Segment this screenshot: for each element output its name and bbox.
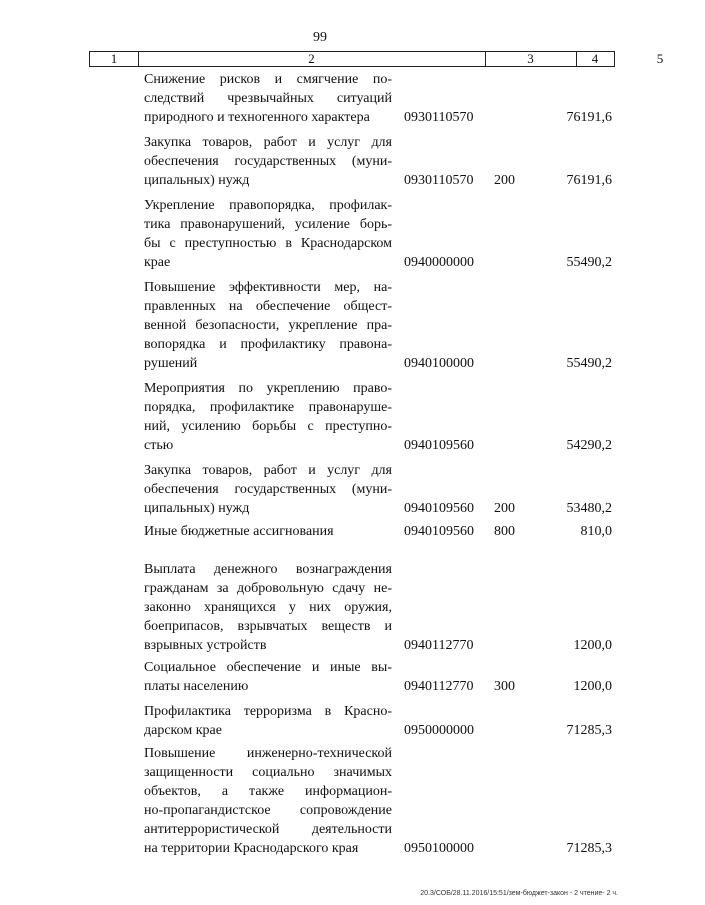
row-code: 0950100000 [404, 841, 474, 856]
column-number-5: 5 [656, 51, 664, 66]
description-line: антитеррористической деятельности [144, 822, 392, 837]
description-line: правленных на обеспечение общест- [144, 299, 392, 314]
description-line: защищенности социально значимых [144, 765, 392, 780]
row-description [144, 196, 392, 272]
row-code: 0940000000 [404, 255, 474, 270]
description-line: ципальных) нужд [144, 173, 250, 188]
description-line: Иные бюджетные ассигнования [144, 524, 334, 539]
description-line: бы с преступностью в Краснодарском [144, 236, 392, 251]
row-amount: 54290,2 [566, 438, 612, 453]
row-amount: 810,0 [580, 524, 612, 539]
row-description [144, 560, 392, 655]
description-line: стью [144, 438, 174, 453]
row-amount: 55490,2 [566, 255, 612, 270]
description-line: боеприпасов, взрывчатых веществ и [144, 619, 392, 634]
description-line: но-пропагандистское сопровождение [144, 803, 392, 818]
description-line: Повышение эффективности мер, на- [144, 280, 392, 295]
description-line: рушений [144, 356, 198, 371]
description-line: венной безопасности, укрепление пра- [144, 318, 392, 333]
row-code: 0940100000 [404, 356, 474, 371]
description-line: Закупка товаров, работ и услуг для [144, 463, 392, 478]
description-line: обеспечения государственных (муни- [144, 482, 392, 497]
description-line: крае [144, 255, 171, 270]
row-expense-type: 200 [494, 501, 515, 516]
row-expense-type: 300 [494, 679, 515, 694]
description-line: Социальное обеспечение и иные вы- [144, 660, 392, 675]
row-description [144, 522, 392, 541]
row-amount: 1200,0 [573, 638, 612, 653]
description-line: порядка, профилактике правонаруше- [144, 400, 392, 415]
row-code: 0940109560 [404, 438, 474, 453]
description-line: тика правонарушений, усиление борь- [144, 217, 392, 232]
row-description [144, 70, 392, 127]
row-amount: 55490,2 [566, 356, 612, 371]
description-line: Профилактика терроризма в Красно- [144, 704, 392, 719]
description-line: объектов, а также информацион- [144, 784, 392, 799]
row-amount: 1200,0 [573, 679, 612, 694]
description-line: вопорядка и профилактику правона- [144, 337, 392, 352]
row-amount: 76191,6 [566, 110, 612, 125]
description-line: гражданам за добровольную сдачу не- [144, 581, 392, 596]
column-number-1: 1 [90, 52, 139, 66]
row-code: 0950000000 [404, 723, 474, 738]
row-description [144, 744, 392, 858]
description-line: Снижение рисков и смягчение по- [144, 72, 392, 87]
column-number-3: 3 [485, 52, 577, 66]
row-description [144, 278, 392, 373]
table-header [89, 51, 664, 67]
description-line: Закупка товаров, работ и услуг для [144, 135, 392, 150]
row-code: 0940109560 [404, 524, 474, 539]
row-description [144, 133, 392, 190]
row-amount: 53480,2 [566, 501, 612, 516]
row-amount: 71285,3 [566, 723, 612, 738]
description-line: дарском крае [144, 723, 222, 738]
page-number: 99 [313, 30, 327, 45]
footer-stamp: 20.3/СОБ/28.11.2016/15:51/зем-бюджет-закон - 2 чтение- 2 ч. [420, 890, 618, 897]
row-code: 0940112770 [404, 638, 474, 653]
row-amount: 71285,3 [566, 841, 612, 856]
description-line: обеспечения государственных (муни- [144, 154, 392, 169]
row-description [144, 702, 392, 740]
row-expense-type: 800 [494, 524, 515, 539]
description-line: законно хранящихся у них оружия, [144, 600, 392, 615]
description-line: платы населению [144, 679, 249, 694]
row-code: 0930110570 [404, 173, 474, 188]
row-description [144, 658, 392, 696]
description-line: Укрепление правопорядка, профилак- [144, 198, 392, 213]
row-code: 0940112770 [404, 679, 474, 694]
description-line: на территории Краснодарского края [144, 841, 359, 856]
row-expense-type: 200 [494, 173, 515, 188]
description-line: Мероприятия по укреплению право- [144, 381, 392, 396]
description-line: природного и техногенного характера [144, 110, 370, 125]
description-line: Выплата денежного вознаграждения [144, 562, 392, 577]
row-description [144, 461, 392, 518]
description-line: взрывных устройств [144, 638, 267, 653]
description-line: Повышение инженерно-технической [144, 746, 392, 761]
description-line: следствий чрезвычайных ситуаций [144, 91, 392, 106]
row-code: 0930110570 [404, 110, 474, 125]
row-description [144, 379, 392, 455]
row-amount: 76191,6 [566, 173, 612, 188]
description-line: ний, усилению борьбы с преступно- [144, 419, 392, 434]
column-number-4: 4 [576, 52, 615, 66]
description-line: ципальных) нужд [144, 501, 250, 516]
row-code: 0940109560 [404, 501, 474, 516]
column-number-2: 2 [138, 52, 486, 66]
